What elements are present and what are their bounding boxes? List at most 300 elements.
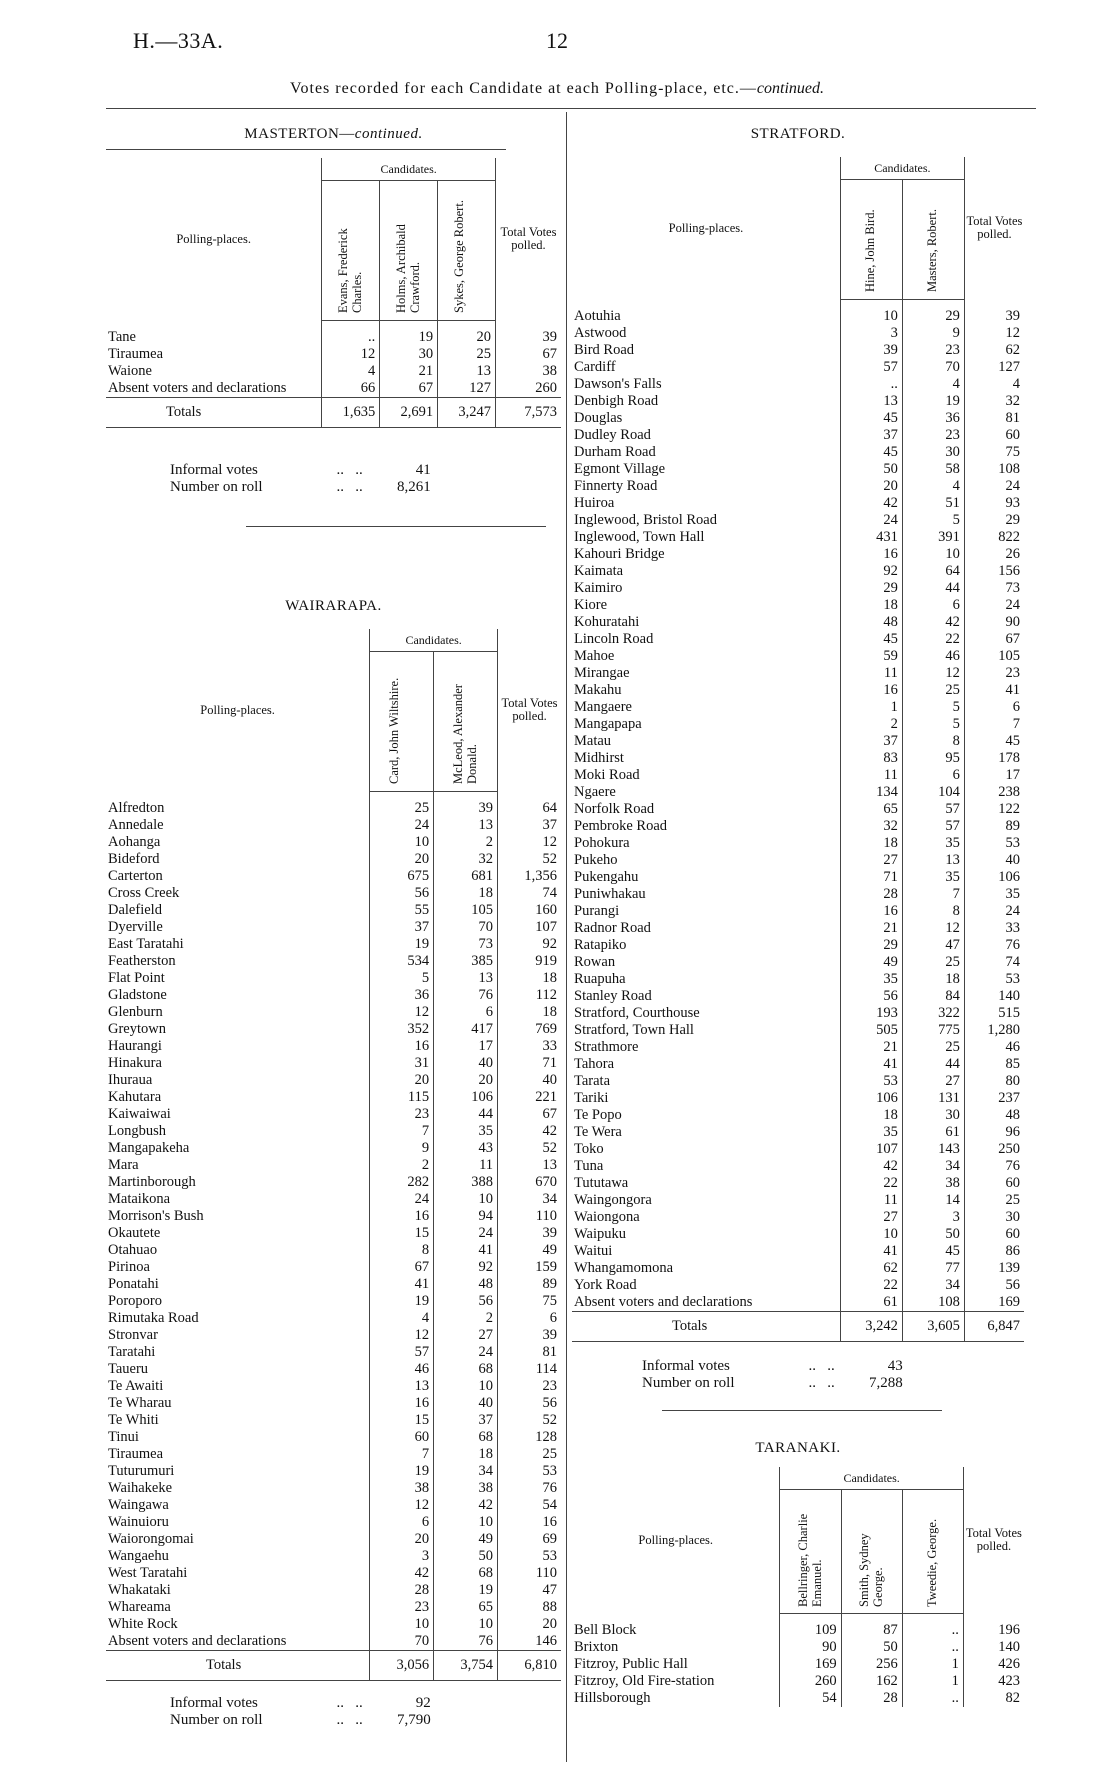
vote-count-cell: 18 [434,885,498,902]
total-votes-cell: 39 [964,300,1024,326]
vote-count-cell: 109 [780,1614,841,1640]
candidates-header: Candidates. [780,1467,963,1490]
vote-count-cell: 19 [380,321,438,347]
vote-count-cell: 5 [370,970,434,987]
total-votes-cell: 41 [964,682,1024,699]
total-votes-cell: 30 [964,1209,1024,1226]
polling-place-name: Waiongona [574,1209,640,1225]
vote-count-cell: 11 [840,665,902,682]
polling-place-name: Mangaere [574,699,632,715]
table-row [572,1056,1024,1073]
vote-count-cell: 47 [902,937,964,954]
total-votes-cell: 423 [963,1673,1024,1690]
total-votes-cell: 105 [964,648,1024,665]
vote-count-cell: 1 [840,699,902,716]
total-votes-cell: 82 [963,1690,1024,1707]
vote-count-cell: 169 [780,1656,841,1673]
vote-count-cell: 25 [438,346,496,363]
vote-count-cell: 23 [370,1106,434,1123]
table-row [572,1690,1024,1707]
table-row [572,478,1024,495]
polling-place-name: Aohanga [108,834,161,850]
table-row [572,359,1024,376]
vote-count-cell: 94 [434,1208,498,1225]
vote-count-cell: 13 [902,852,964,869]
table-row [572,580,1024,597]
vote-count-cell: 39 [840,342,902,359]
polling-places-header: Polling-places. [668,220,744,235]
vote-count-cell: 8 [902,903,964,920]
vote-count-cell: 68 [434,1565,498,1582]
vote-count-cell: 28 [841,1690,902,1707]
vote-count-cell: 41 [840,1243,902,1260]
polling-place-name: Waihakeke [108,1480,173,1496]
polling-place-name: Dawson's Falls [574,376,662,392]
candidate-name: Masters, Robert. [925,209,940,292]
polling-place-name: Alfredton [108,799,165,816]
vote-count-cell: 13 [840,393,902,410]
vote-count-cell: 6 [902,597,964,614]
vote-count-cell: 256 [841,1656,902,1673]
table-row [106,1157,561,1174]
total-votes-cell: 156 [964,563,1024,580]
vote-count-cell: 49 [434,1531,498,1548]
polling-place-name: Ruapuha [574,971,626,987]
polling-place-name: Stratford, Courthouse [574,1005,700,1021]
total-votes-cell: 12 [498,834,561,851]
table-row [106,1038,561,1055]
vote-count-cell: 84 [902,988,964,1005]
number-on-roll-value: 7,790 [396,1712,431,1728]
table-row [572,631,1024,648]
vote-count-cell: 10 [434,1191,498,1208]
table-row [572,1614,1024,1640]
vote-count-cell: 193 [840,1005,902,1022]
vote-count-cell: 70 [434,919,498,936]
table-row [106,1582,561,1599]
vote-count-cell: 8 [370,1242,434,1259]
stratford-summary: Informal votes .. .. 43 Number on roll .. .. 7,288 [638,1358,907,1392]
vote-count-cell: 50 [434,1548,498,1565]
vote-count-cell: 25 [370,792,434,818]
polling-place-name: Toko [574,1141,604,1157]
polling-place-name: Purangi [574,903,620,919]
vote-count-cell: .. [322,321,380,347]
total-votes-cell: 53 [964,835,1024,852]
total-votes-cell: 67 [498,1106,561,1123]
polling-place-name: East Taratahi [108,936,184,952]
vote-count-cell: 45 [840,444,902,461]
polling-place-name: Martinborough [108,1174,196,1190]
polling-place-name: Pembroke Road [574,818,668,834]
total-votes-cell: 160 [498,902,561,919]
total-votes-cell: 64 [498,792,561,818]
informal-votes-label: Informal votes [170,462,258,478]
total-votes-cell: 13 [498,1157,561,1174]
total-votes-cell: 80 [964,1073,1024,1090]
total-votes-cell: 107 [498,919,561,936]
vote-count-cell: 16 [840,682,902,699]
polling-place-name: Cardiff [574,359,616,375]
table-row [106,834,561,851]
vote-count-cell: 7 [902,886,964,903]
vote-count-cell: 16 [370,1395,434,1412]
vote-count-cell: 24 [434,1344,498,1361]
polling-place-name: Kahouri Bridge [574,546,665,562]
vote-count-cell: 35 [840,1124,902,1141]
total-votes-cell: 46 [964,1039,1024,1056]
taranaki-table [572,1467,1024,1707]
vote-count-cell: 4 [322,363,380,380]
vote-count-cell: 505 [840,1022,902,1039]
total-votes-cell: 140 [963,1639,1024,1656]
table-row [106,1123,561,1140]
vote-count-cell: 19 [370,936,434,953]
polling-place-name: Ngaere [574,784,616,800]
vote-count-cell: 20 [370,1072,434,1089]
vote-count-cell: 40 [434,1055,498,1072]
polling-place-name: Mara [108,1157,139,1173]
informal-votes-label: Informal votes [642,1358,730,1374]
vote-count-cell: 62 [840,1260,902,1277]
vote-count-cell: 15 [370,1225,434,1242]
table-row [572,1656,1024,1673]
table-row [572,1073,1024,1090]
total-votes-cell: 1,280 [964,1022,1024,1039]
total-votes-cell: 67 [964,631,1024,648]
vote-count-cell: 56 [434,1293,498,1310]
vote-count-cell: .. [840,376,902,393]
table-row [572,852,1024,869]
candidates-header: Candidates. [840,157,964,180]
table-row [572,1124,1024,1141]
total-votes-cell: 110 [498,1208,561,1225]
table-row [572,1005,1024,1022]
total-votes-cell: 24 [964,478,1024,495]
polling-place-name: Glenburn [108,1004,163,1020]
total-votes-cell: 67 [495,346,561,363]
vote-count-cell: 388 [434,1174,498,1191]
masterton-title: MASTERTON—continued. [244,126,423,142]
table-row [572,563,1024,580]
polling-place-name: Hillsborough [574,1690,651,1706]
polling-place-name: Gladstone [108,987,167,1003]
vote-count-cell: 38 [434,1480,498,1497]
table-row [106,936,561,953]
page-title: Votes recorded for each Candidate at each Polling-place, etc.—continued. [290,80,824,97]
total-votes-cell: 74 [964,954,1024,971]
table-row [106,987,561,1004]
total-votes-cell: 96 [964,1124,1024,1141]
table-row [106,1140,561,1157]
vote-count-cell: 22 [840,1277,902,1294]
vote-count-cell: 21 [840,1039,902,1056]
polling-place-name: Rimutaka Road [108,1310,199,1326]
vote-count-cell: 131 [902,1090,964,1107]
total-votes-header: Total Votes polled. [964,157,1024,300]
vote-count-cell: 37 [840,733,902,750]
polling-place-name: Haurangi [108,1038,162,1054]
polling-place-name: Kaimiro [574,580,623,596]
vote-count-cell: 57 [370,1344,434,1361]
total-votes-cell: 73 [964,580,1024,597]
total-votes-cell: 69 [498,1531,561,1548]
table-row [106,851,561,868]
polling-place-name: Absent voters and declarations [108,380,287,396]
vote-count-cell: 1 [902,1673,963,1690]
table-row [572,920,1024,937]
total-votes-cell: 53 [498,1548,561,1565]
informal-votes-value: 92 [415,1695,431,1711]
vote-count-cell: 50 [902,1226,964,1243]
vote-count-cell: 37 [370,919,434,936]
vote-count-cell: 40 [434,1395,498,1412]
number-on-roll-value: 8,261 [396,479,431,495]
table-row [106,902,561,919]
polling-place-name: Egmont Village [574,461,666,477]
table-row [572,1107,1024,1124]
total-votes-cell: 39 [498,1225,561,1242]
polling-place-name: Tane [108,328,136,345]
vote-count-cell: 87 [841,1614,902,1640]
polling-place-name: Mahoe [574,648,615,664]
polling-place-name: Durham Road [574,444,656,460]
total-votes-cell: 38 [495,363,561,380]
polling-place-name: Rowan [574,954,616,970]
total-votes-cell: 74 [498,885,561,902]
vote-count-cell: 44 [434,1106,498,1123]
vote-count-cell: 90 [780,1639,841,1656]
separator-rule [246,526,546,527]
stratford-section [572,126,1024,1411]
vote-count-cell: 15 [370,1412,434,1429]
total-votes-cell: 140 [964,988,1024,1005]
total-votes-cell: 18 [498,970,561,987]
table-row [106,1412,561,1429]
table-row [572,1226,1024,1243]
polling-place-name: Inglewood, Bristol Road [574,512,717,528]
table-row [106,1276,561,1293]
vote-count-cell: 44 [902,1056,964,1073]
vote-count-cell: 9 [370,1140,434,1157]
vote-count-cell: 83 [840,750,902,767]
table-row [572,937,1024,954]
vote-count-cell: 3 [370,1548,434,1565]
page-number: 12 [546,28,568,53]
total-votes-cell: 114 [498,1361,561,1378]
candidate-name: Evans, Frederick Charles. [335,228,364,313]
vote-count-cell: 3 [840,325,902,342]
vote-count-cell: 115 [370,1089,434,1106]
vote-count-cell: 61 [902,1124,964,1141]
candidates-header: Candidates. [370,629,498,652]
polling-place-name: Kaimata [574,563,624,579]
vote-count-cell: 38 [902,1175,964,1192]
vote-count-cell: 20 [840,478,902,495]
vote-count-cell: 56 [370,885,434,902]
table-row [572,325,1024,342]
table-row [106,1344,561,1361]
vote-count-cell: 41 [370,1276,434,1293]
table-row [106,1208,561,1225]
table-row [106,1480,561,1497]
total-votes-cell: 426 [963,1656,1024,1673]
vote-count-cell: 104 [902,784,964,801]
total-votes-cell: 52 [498,1412,561,1429]
vote-count-cell: 10 [434,1616,498,1633]
vote-count-cell: 12 [902,665,964,682]
total-votes-cell: 76 [964,1158,1024,1175]
table-row [106,1514,561,1531]
polling-place-name: White Rock [108,1616,178,1632]
vote-count-cell: 27 [840,1209,902,1226]
vote-count-cell: 71 [840,869,902,886]
vote-count-cell: 18 [902,971,964,988]
total-votes-cell: 89 [964,818,1024,835]
table-row [572,954,1024,971]
total-votes-cell: 34 [498,1191,561,1208]
vote-count-cell: 5 [902,699,964,716]
total-votes-cell: 40 [964,852,1024,869]
vote-count-cell: 6 [902,767,964,784]
table-row [572,376,1024,393]
table-row [572,784,1024,801]
table-row [106,1531,561,1548]
vote-count-cell: 24 [434,1225,498,1242]
total-votes-cell: 40 [498,1072,561,1089]
total-votes-cell: 54 [498,1497,561,1514]
polling-place-name: Greytown [108,1021,166,1037]
vote-count-cell: 4 [902,376,964,393]
table-row [106,1548,561,1565]
number-on-roll-label: Number on roll [170,479,263,495]
vote-count-cell: 68 [434,1361,498,1378]
table-row [572,1141,1024,1158]
informal-votes-value: 41 [415,462,431,478]
table-row [572,461,1024,478]
vote-count-cell: 22 [840,1175,902,1192]
vote-count-cell: 51 [902,495,964,512]
vote-count-cell: 24 [370,817,434,834]
polling-place-name: Kiore [574,597,608,613]
table-row [572,716,1024,733]
total-votes-cell: 108 [964,461,1024,478]
table-row [572,750,1024,767]
polling-place-name: Waingongora [574,1192,652,1208]
total-votes-cell: 260 [495,380,561,398]
vote-count-cell: 352 [370,1021,434,1038]
table-row [106,1293,561,1310]
vote-count-cell: 10 [370,834,434,851]
vote-count-cell: 10 [434,1514,498,1531]
polling-place-name: Brixton [574,1639,619,1655]
polling-places-header: Polling-places. [176,231,251,246]
table-row [106,970,561,987]
polling-place-name: Morrison's Bush [108,1208,204,1224]
table-row [572,699,1024,716]
total-votes-cell: 24 [964,597,1024,614]
vote-count-cell: 49 [840,954,902,971]
polling-place-name: Mirangae [574,665,630,681]
polling-place-name: Longbush [108,1123,166,1139]
vote-count-cell: 60 [370,1429,434,1446]
polling-place-name: Huiroa [574,495,615,511]
polling-place-name: Puniwhakau [574,886,646,902]
vote-count-cell: 19 [434,1582,498,1599]
vote-count-cell: 42 [370,1565,434,1582]
wairarapa-table [106,629,561,1681]
vote-count-cell: 14 [902,1192,964,1209]
total-votes-cell: 23 [964,665,1024,682]
polling-place-name: Dalefield [108,902,162,918]
vote-count-cell: 59 [840,648,902,665]
total-votes-header: Total Votes polled. [495,158,561,321]
page-reference: H.—33A. [133,28,224,53]
total-votes-cell: 250 [964,1141,1024,1158]
total-votes-cell: 515 [964,1005,1024,1022]
vote-count-cell: 27 [902,1073,964,1090]
vote-count-cell: 27 [840,852,902,869]
vote-count-cell: 54 [780,1690,841,1707]
vote-count-cell: 70 [370,1633,434,1651]
vote-count-cell: 21 [840,920,902,937]
polling-place-name: Inglewood, Town Hall [574,529,705,545]
polling-place-name: Wangaehu [108,1548,169,1564]
informal-votes-label: Informal votes [170,1695,258,1711]
vote-count-cell: 66 [322,380,380,398]
polling-place-name: Denbigh Road [574,393,659,409]
table-row [106,1361,561,1378]
vote-count-cell: 675 [370,868,434,885]
vote-count-cell: 57 [902,801,964,818]
vote-count-cell: 57 [902,818,964,835]
vote-count-cell: 57 [840,359,902,376]
table-row [106,380,561,398]
table-row [106,1259,561,1276]
polling-place-name: Tariki [574,1090,609,1106]
vote-count-cell: 92 [434,1259,498,1276]
total-votes-cell: 86 [964,1243,1024,1260]
polling-place-name: Finnerty Road [574,478,658,494]
vote-count-cell: 3 [902,1209,964,1226]
vote-count-cell: 76 [434,987,498,1004]
number-on-roll-label: Number on roll [642,1375,735,1391]
table-row [106,792,561,818]
total-votes-cell: 85 [964,1056,1024,1073]
total-votes-cell: 822 [964,529,1024,546]
table-row [572,546,1024,563]
total-votes-cell: 127 [964,359,1024,376]
polling-place-name: Hinakura [108,1055,162,1071]
polling-place-name: Waiorongomai [108,1531,194,1547]
table-row [106,321,561,347]
total-votes-cell: 6 [498,1310,561,1327]
vote-count-cell: 64 [902,563,964,580]
vote-count-cell: 92 [840,563,902,580]
polling-place-name: Wainuioru [108,1514,169,1530]
polling-place-name: Taueru [108,1361,149,1377]
total-votes-cell: 32 [964,393,1024,410]
vote-count-cell: 16 [370,1038,434,1055]
vote-count-cell: 19 [902,393,964,410]
table-row [106,953,561,970]
total-votes-cell: 39 [495,321,561,347]
total-votes-cell: 221 [498,1089,561,1106]
vote-count-cell: 108 [902,1294,964,1312]
polling-place-name: Stratford, Town Hall [574,1022,694,1038]
total-votes-cell: 196 [963,1614,1024,1640]
vote-count-cell: 12 [370,1327,434,1344]
